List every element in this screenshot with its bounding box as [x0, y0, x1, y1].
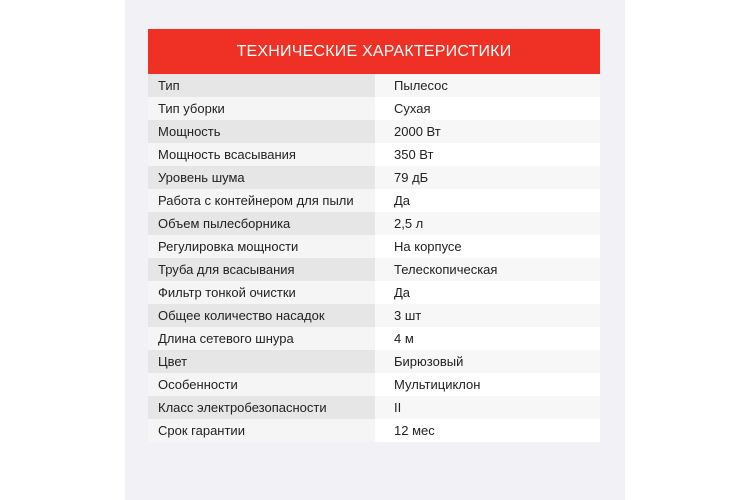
spec-value: Пылесос [375, 74, 600, 97]
spec-row [148, 419, 600, 442]
spec-label: Срок гарантии [158, 423, 245, 438]
spec-label: Регулировка мощности [158, 239, 299, 254]
spec-row [148, 189, 600, 212]
spec-value: 2000 Вт [375, 120, 600, 143]
spec-row [148, 120, 600, 143]
spec-value: 3 шт [375, 304, 600, 327]
spec-value: 79 дБ [375, 166, 600, 189]
spec-value: 12 мес [375, 419, 600, 442]
spec-row [148, 212, 600, 235]
spec-value: 350 Вт [375, 143, 600, 166]
spec-label: Тип уборки [158, 101, 225, 116]
spec-label: Мощность [158, 124, 221, 139]
spec-row [148, 281, 600, 304]
spec-label: Тип [158, 78, 180, 93]
spec-label: Особенности [158, 377, 238, 392]
spec-label: Общее количество насадок [158, 308, 325, 323]
spec-label: Длина сетевого шнура [158, 331, 294, 346]
spec-label: Класс электробезопасности [158, 400, 327, 415]
spec-sheet-title: ТЕХНИЧЕСКИЕ ХАРАКТЕРИСТИКИ [148, 29, 600, 74]
spec-value: Да [375, 189, 600, 212]
spec-value: На корпусе [375, 235, 600, 258]
spec-label: Объем пылесборника [158, 216, 291, 231]
spec-row [148, 258, 600, 281]
spec-row [148, 166, 600, 189]
spec-row [148, 350, 600, 373]
spec-row [148, 373, 600, 396]
spec-value: Бирюзовый [375, 350, 600, 373]
spec-value: II [375, 396, 600, 419]
spec-row [148, 143, 600, 166]
spec-value: Сухая [375, 97, 600, 120]
spec-row [148, 396, 600, 419]
spec-value: 2,5 л [375, 212, 600, 235]
spec-row [148, 327, 600, 350]
spec-table [148, 74, 600, 442]
spec-value: Мультициклон [375, 373, 600, 396]
spec-label: Мощность всасывания [158, 147, 296, 162]
spec-label: Цвет [158, 354, 188, 369]
spec-row [148, 304, 600, 327]
spec-label: Уровень шума [158, 170, 245, 185]
spec-value: 4 м [375, 327, 600, 350]
spec-row [148, 74, 600, 97]
spec-row [148, 97, 600, 120]
spec-value: Да [375, 281, 600, 304]
spec-row [148, 235, 600, 258]
spec-sheet [148, 29, 600, 442]
spec-label: Работа с контейнером для пыли [158, 193, 354, 208]
spec-label: Фильтр тонкой очистки [158, 285, 296, 300]
spec-label: Труба для всасывания [158, 262, 295, 277]
spec-value: Телескопическая [375, 258, 600, 281]
